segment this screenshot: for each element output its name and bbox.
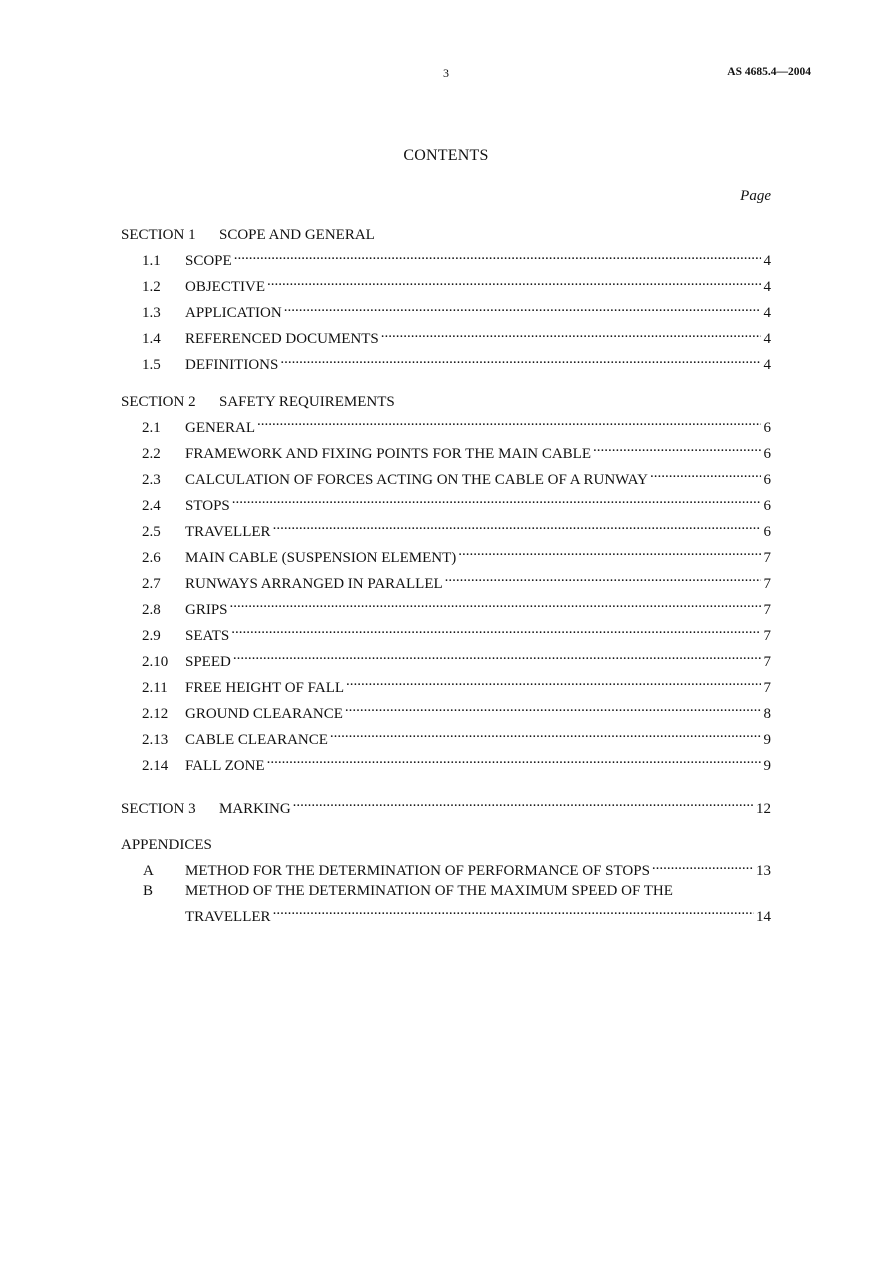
dot-leader xyxy=(458,542,761,562)
entry-page: 4 xyxy=(763,331,771,347)
dot-leader xyxy=(234,246,761,266)
entry-title: SPEED xyxy=(185,653,231,670)
entry-page: 4 xyxy=(763,253,771,269)
entry-title: DEFINITIONS xyxy=(185,357,279,373)
dot-leader xyxy=(284,298,761,318)
entry-page: 6 xyxy=(763,523,771,540)
section-label: SECTION 1 xyxy=(121,227,196,243)
entry-number: 2.12 xyxy=(142,705,169,722)
toc-entry-1-5[interactable] xyxy=(121,350,771,376)
dot-leader xyxy=(230,594,761,614)
entry-title: RUNWAYS ARRANGED IN PARALLEL xyxy=(185,575,443,592)
entry-number: 2.2 xyxy=(142,445,161,462)
toc-entry-appendix-b[interactable] xyxy=(121,882,771,902)
toc-entry-2-2[interactable] xyxy=(121,438,771,464)
toc-entry-2-6[interactable] xyxy=(121,542,771,568)
dot-leader xyxy=(445,568,761,588)
entry-title: APPLICATION xyxy=(185,305,282,321)
section-3-block xyxy=(121,793,771,819)
dot-leader xyxy=(381,324,761,344)
entry-page: 4 xyxy=(763,357,771,373)
entry-number: 1.3 xyxy=(142,305,161,321)
entry-title: METHOD FOR THE DETERMINATION OF PERFORMANCE OF STOPS xyxy=(185,863,650,879)
entry-number: 1.2 xyxy=(142,279,161,295)
appendices-heading: APPENDICES xyxy=(121,837,212,853)
toc-entry-1-2[interactable] xyxy=(121,272,771,298)
entry-title: FRAMEWORK AND FIXING POINTS FOR THE MAIN CABLE xyxy=(185,445,591,462)
entry-number: 1.5 xyxy=(142,357,161,373)
entry-title: SEATS xyxy=(185,627,230,644)
entry-page: 6 xyxy=(763,445,771,462)
entry-number: 2.6 xyxy=(142,549,161,566)
section-label: SECTION 2 xyxy=(121,393,196,410)
toc-entry-2-12[interactable] xyxy=(121,698,771,724)
entry-page: 6 xyxy=(763,497,771,514)
dot-leader xyxy=(232,490,761,510)
entry-title: GROUND CLEARANCE xyxy=(185,705,343,722)
entry-title: REFERENCED DOCUMENTS xyxy=(185,331,379,347)
entry-page: 14 xyxy=(756,908,771,925)
entry-number: 2.11 xyxy=(142,679,168,696)
entry-title: STOPS xyxy=(185,497,230,514)
entry-number: 2.8 xyxy=(142,601,161,618)
entry-page: 8 xyxy=(763,705,771,722)
dot-leader xyxy=(345,698,761,718)
entry-number: 2.5 xyxy=(142,523,161,540)
entry-number: 1.4 xyxy=(142,331,161,347)
dot-leader xyxy=(231,620,761,640)
entry-number: 2.1 xyxy=(142,419,161,436)
toc-entry-2-7[interactable] xyxy=(121,568,771,594)
toc-entry-2-14[interactable] xyxy=(121,750,771,776)
toc-entry-2-10[interactable] xyxy=(121,646,771,672)
entry-title: CALCULATION OF FORCES ACTING ON THE CABLE OF A RUNWAY xyxy=(185,471,648,488)
entry-title: GRIPS xyxy=(185,601,228,618)
entry-page: 13 xyxy=(756,863,771,879)
entry-title: SCOPE xyxy=(185,253,232,269)
section-title: SAFETY REQUIREMENTS xyxy=(219,393,395,410)
document-id: AS 4685.4—2004 xyxy=(727,66,811,78)
entry-page: 6 xyxy=(763,471,771,488)
entry-page: 7 xyxy=(763,549,771,566)
entry-number: 2.9 xyxy=(142,627,161,644)
section-2-block xyxy=(121,393,771,777)
toc-entry-2-3[interactable] xyxy=(121,464,771,490)
dot-leader xyxy=(346,672,761,692)
entry-page: 9 xyxy=(763,731,771,748)
dot-leader xyxy=(330,724,761,744)
dot-leader xyxy=(650,464,761,484)
section-title: SCOPE AND GENERAL xyxy=(219,227,375,243)
entry-number: 2.14 xyxy=(142,757,169,774)
entry-page: 4 xyxy=(763,305,771,321)
entry-page: 4 xyxy=(763,279,771,295)
toc-entry-2-8[interactable] xyxy=(121,594,771,620)
entry-title: CABLE CLEARANCE xyxy=(185,731,328,748)
toc-entry-2-1[interactable] xyxy=(121,412,771,438)
toc-entry-1-3[interactable] xyxy=(121,298,771,324)
table-of-contents xyxy=(121,226,771,944)
entry-number: 1.1 xyxy=(142,253,161,269)
section-1-heading xyxy=(121,226,771,246)
toc-entry-2-11[interactable] xyxy=(121,672,771,698)
dot-leader xyxy=(257,412,761,432)
entry-number: 2.13 xyxy=(142,731,169,748)
entry-page: 12 xyxy=(756,800,771,817)
dot-leader xyxy=(267,750,761,770)
entry-title-line-2: TRAVELLER xyxy=(185,908,271,925)
entry-number: A xyxy=(143,863,154,879)
section-2-heading xyxy=(121,393,771,413)
entry-page: 7 xyxy=(763,627,771,644)
page-number: 3 xyxy=(443,66,449,80)
entry-page: 6 xyxy=(763,419,771,436)
entry-title: GENERAL xyxy=(185,419,255,436)
toc-entry-2-9[interactable] xyxy=(121,620,771,646)
dot-leader xyxy=(233,646,761,666)
dot-leader xyxy=(273,901,754,921)
entry-title: OBJECTIVE xyxy=(185,279,265,295)
toc-entry-2-4[interactable] xyxy=(121,490,771,516)
entry-title: MAIN CABLE (SUSPENSION ELEMENT) xyxy=(185,549,457,566)
dot-leader xyxy=(293,793,754,813)
entry-number: 2.10 xyxy=(142,653,169,670)
dot-leader xyxy=(273,516,761,536)
entry-title: FALL ZONE xyxy=(185,757,265,774)
section-1-block xyxy=(121,226,771,376)
entry-page: 7 xyxy=(763,679,771,696)
entry-title: FREE HEIGHT OF FALL xyxy=(185,679,345,696)
page-header xyxy=(0,66,892,84)
appendices-block xyxy=(121,836,771,927)
entry-title-line-1: METHOD OF THE DETERMINATION OF THE MAXIMUM SPEED OF THE xyxy=(185,882,673,899)
toc-entry-2-5[interactable] xyxy=(121,516,771,542)
entry-number: B xyxy=(143,882,154,899)
dot-leader xyxy=(267,272,761,292)
dot-leader xyxy=(593,438,761,458)
toc-entry-1-4[interactable] xyxy=(121,324,771,350)
dot-leader xyxy=(280,350,761,370)
section-title: MARKING xyxy=(219,800,291,817)
section-label: SECTION 3 xyxy=(121,800,196,817)
dot-leader xyxy=(652,856,754,876)
entry-page: 7 xyxy=(763,575,771,592)
entry-number: 2.3 xyxy=(142,471,161,488)
entry-number: 2.7 xyxy=(142,575,161,592)
toc-entry-1-1[interactable] xyxy=(121,246,771,272)
contents-title: CONTENTS xyxy=(403,147,489,164)
entry-page: 7 xyxy=(763,601,771,618)
entry-number: 2.4 xyxy=(142,497,161,514)
toc-entry-2-13[interactable] xyxy=(121,724,771,750)
toc-entry-section-3[interactable] xyxy=(121,793,771,819)
toc-entry-appendix-b-continued[interactable] xyxy=(121,901,771,927)
entry-title: TRAVELLER xyxy=(185,523,271,540)
entry-page: 9 xyxy=(763,757,771,774)
page-column-label: Page xyxy=(740,188,771,204)
entry-page: 7 xyxy=(763,653,771,670)
toc-entry-appendix-a[interactable] xyxy=(121,856,771,882)
